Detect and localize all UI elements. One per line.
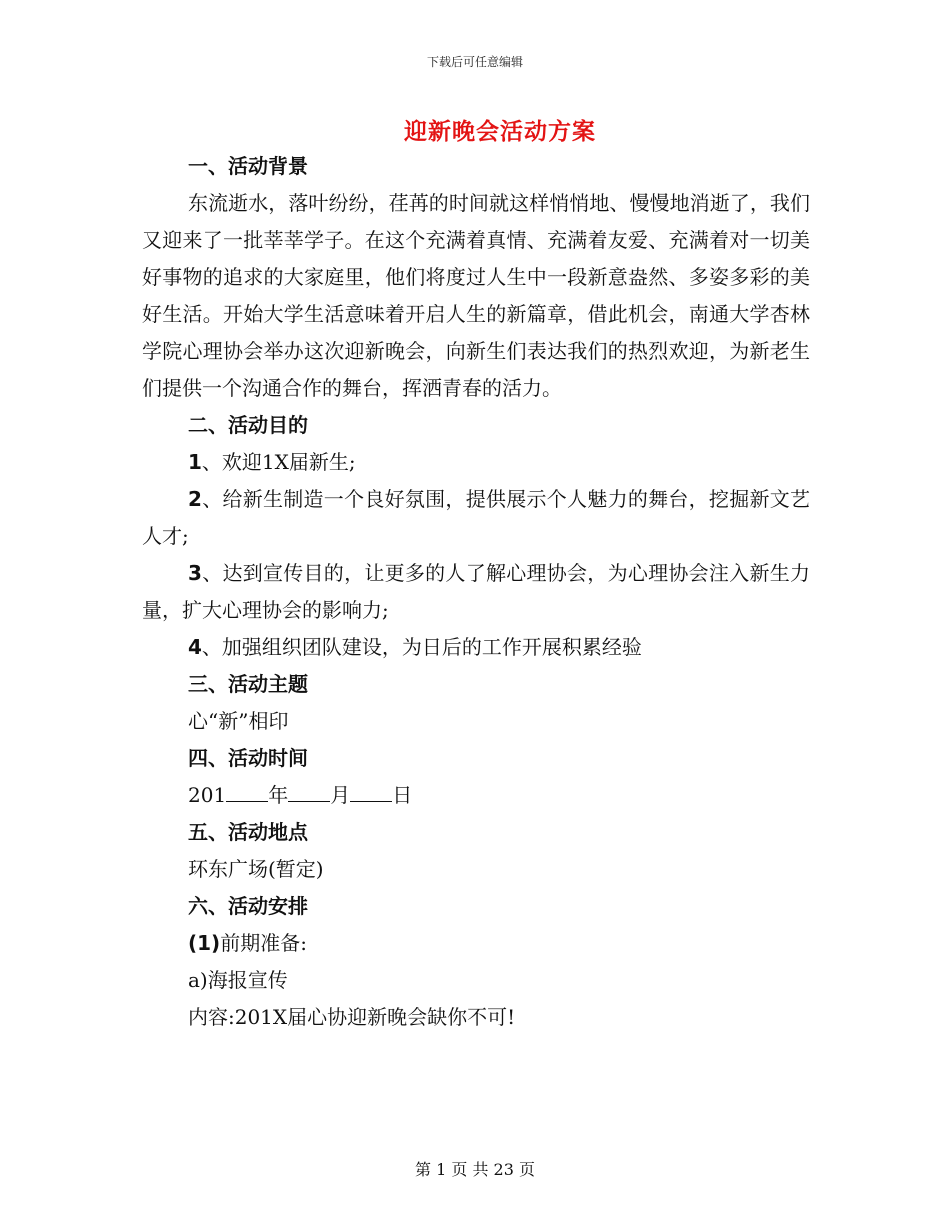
sub-number: (1) xyxy=(188,931,221,955)
date-month-blank xyxy=(288,783,330,802)
goal-text: 、达到宣传目的，让更多的人了解心理协会，为心理协会注入新生力量，扩大心理协会的影响力; xyxy=(142,561,810,622)
header-note: 下载后可任意编辑 xyxy=(426,55,523,69)
date-day-label: 日 xyxy=(392,783,413,807)
goal-number: 1 xyxy=(188,450,202,474)
goal-text: 、给新生制造一个良好氛围，提供展示个人魅力的舞台，挖掘新文艺人才; xyxy=(142,487,810,548)
section-heading-background: 一、活动背景 xyxy=(188,154,308,178)
poster-content: 内容:201X届心协迎新晚会缺你不可! xyxy=(188,1005,516,1029)
sub-text: 前期准备: xyxy=(220,931,307,955)
schedule-sub-2: a)海报宣传 xyxy=(188,968,288,992)
document-body xyxy=(142,148,810,1036)
goal-number: 3 xyxy=(188,561,202,585)
theme-text: 心“新”相印 xyxy=(188,709,289,733)
goal-text: 、欢迎1X届新生; xyxy=(201,450,356,474)
date-day-blank xyxy=(350,783,392,802)
goal-item-4 xyxy=(142,629,810,666)
date-month-label: 月 xyxy=(330,783,351,807)
section-heading-schedule: 六、活动安排 xyxy=(188,894,308,918)
goal-number: 4 xyxy=(188,635,202,659)
document-title: 迎新晚会活动方案 xyxy=(404,118,596,145)
section-heading-theme: 三、活动主题 xyxy=(188,672,308,696)
event-date xyxy=(142,777,810,814)
section-heading-time: 四、活动时间 xyxy=(188,746,308,770)
goal-number: 2 xyxy=(188,487,202,511)
schedule-sub-1 xyxy=(142,925,810,962)
date-year-blank xyxy=(226,783,268,802)
goal-item-3 xyxy=(142,555,810,629)
section-heading-purpose: 二、活动目的 xyxy=(188,413,308,437)
goal-item-2 xyxy=(142,481,810,555)
goal-item-1 xyxy=(142,444,810,481)
background-paragraph: 东流逝水，落叶纷纷，荏苒的时间就这样悄悄地、慢慢地消逝了，我们又迎来了一批莘莘学子。在这个充满着真情、充满着友爱、充满着对一切美好事物的追求的大家庭里，他们将度过人生中一段新意盎然、多姿多彩的美好生活。开始大学生活意味着开启人生的新篇章，借此机会，南通大学杏林学院心理协会举办这次迎新晚会，向新生们表达我们的热烈欢迎，为新老生们提供一个沟通合作的舞台，挥洒青春的活力。 xyxy=(142,191,810,400)
page-footer: 第 1 页 共 23 页 xyxy=(415,1160,535,1179)
goal-text: 、加强组织团队建设，为日后的工作开展积累经验 xyxy=(201,635,642,659)
date-year-prefix: 201 xyxy=(188,783,227,807)
section-heading-location: 五、活动地点 xyxy=(188,820,308,844)
location-text: 环东广场(暂定) xyxy=(188,857,324,881)
date-year-label: 年 xyxy=(268,783,289,807)
